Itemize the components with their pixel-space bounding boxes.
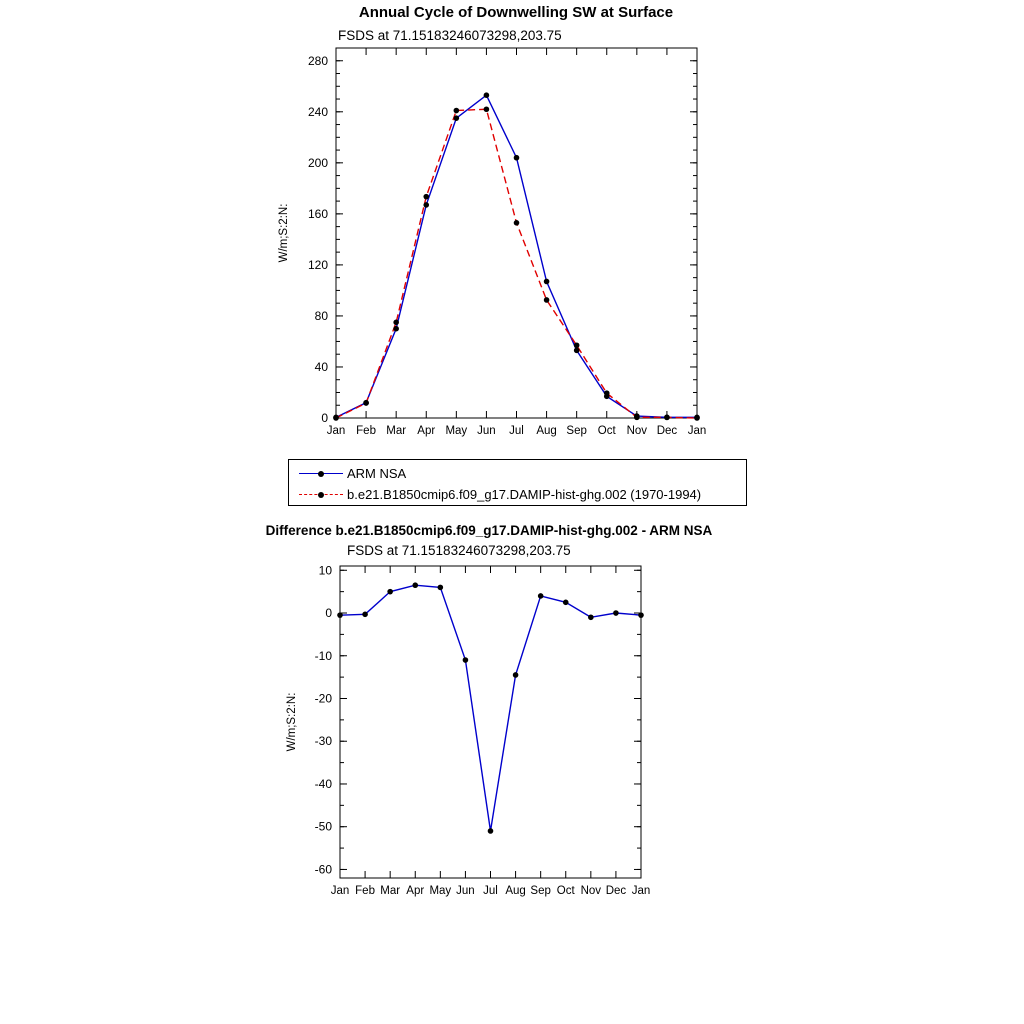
y-tick-label: 80 — [314, 308, 328, 323]
x-tick-label: Apr — [417, 425, 436, 437]
x-tick-label: Sep — [530, 885, 551, 897]
legend-label-model: b.e21.B1850cmip6.f09_g17.DAMIP-hist-ghg.002 (1970-1994) — [347, 487, 702, 502]
x-tick-label: Jun — [456, 885, 475, 897]
data-point — [488, 828, 494, 834]
y-tick-label: -20 — [314, 691, 332, 706]
data-point — [544, 279, 550, 285]
x-tick-label: Jan — [330, 885, 350, 897]
chart2-subtitle: FSDS at 71.15183246073298,203.75 — [347, 543, 571, 558]
data-point — [638, 612, 644, 618]
y-tick-label: -40 — [314, 776, 332, 791]
y-tick-label: -50 — [314, 819, 332, 834]
legend — [288, 459, 747, 506]
y-tick-label: 240 — [307, 104, 328, 119]
y-tick-label: 120 — [307, 257, 328, 272]
x-tick-label: Sep — [566, 425, 587, 437]
data-point — [423, 194, 429, 200]
legend-marker-dot — [318, 492, 324, 498]
series-line-solid — [340, 585, 641, 831]
series-line-solid — [336, 95, 697, 417]
x-tick-label: Nov — [580, 885, 602, 897]
data-point — [563, 600, 569, 606]
legend-label-arm-nsa: ARM NSA — [347, 466, 407, 481]
data-point — [484, 92, 490, 98]
data-point — [514, 155, 520, 161]
x-tick-label: Jul — [509, 425, 524, 437]
x-tick-label: Feb — [355, 885, 375, 897]
y-tick-label: -30 — [314, 734, 332, 749]
chart-2 — [286, 563, 650, 897]
x-tick-label: Dec — [605, 885, 627, 897]
y-tick-label: 10 — [318, 563, 332, 578]
data-point — [412, 582, 418, 588]
x-tick-label: May — [445, 425, 468, 437]
chart2-title: Difference b.e21.B1850cmip6.f09_g17.DAMIP-hist-ghg.002 - ARM NSA — [265, 523, 713, 538]
data-point — [333, 415, 339, 421]
x-tick-label: Feb — [356, 425, 376, 437]
plot-frame — [336, 48, 697, 418]
data-point — [613, 610, 619, 616]
data-point — [484, 106, 490, 112]
x-tick-label: Oct — [597, 425, 616, 437]
x-tick-label: Apr — [406, 885, 425, 897]
data-point — [634, 415, 640, 421]
data-point — [544, 297, 550, 303]
x-tick-label: May — [429, 885, 452, 897]
x-tick-label: Oct — [556, 885, 575, 897]
x-tick-label: Aug — [536, 425, 557, 437]
data-point — [604, 390, 610, 396]
y-tick-label: -10 — [314, 648, 332, 663]
y-tick-label: -60 — [314, 862, 332, 877]
x-tick-label: Jan — [631, 885, 651, 897]
chart1-title: Annual Cycle of Downwelling SW at Surface — [358, 4, 674, 21]
legend-row-model — [299, 484, 746, 505]
x-tick-label: Mar — [386, 425, 407, 437]
data-point — [438, 585, 444, 591]
y-tick-label: 160 — [307, 206, 328, 221]
y-tick-label: 0 — [321, 411, 328, 425]
x-tick-label: Jan — [687, 425, 707, 437]
x-tick-label: Dec — [656, 425, 678, 437]
y-tick-label: 0 — [325, 606, 332, 621]
x-tick-label: Mar — [380, 885, 401, 897]
data-point — [588, 614, 594, 620]
data-point — [337, 612, 343, 618]
x-tick-label: Jul — [483, 885, 498, 897]
data-point — [664, 415, 670, 421]
data-point — [393, 326, 399, 332]
data-point — [454, 108, 460, 114]
data-point — [393, 320, 399, 326]
data-point — [514, 220, 520, 226]
y-axis-title: W/m;S:2:N: — [278, 203, 290, 263]
x-tick-label: Aug — [505, 885, 526, 897]
data-point — [538, 593, 544, 599]
legend-marker-dot — [318, 471, 324, 477]
data-point — [454, 115, 460, 121]
data-point — [363, 400, 369, 406]
data-point — [362, 611, 368, 617]
data-point — [463, 657, 469, 663]
data-point — [574, 348, 580, 354]
legend-line-model — [299, 494, 343, 495]
y-tick-label: 40 — [314, 359, 328, 374]
data-point — [387, 589, 393, 595]
chart-1 — [278, 48, 706, 437]
x-tick-label: Jun — [477, 425, 496, 437]
x-tick-label: Jan — [326, 425, 346, 437]
data-point — [423, 202, 429, 208]
data-point — [694, 415, 700, 421]
data-point — [574, 342, 580, 348]
y-tick-label: 200 — [307, 155, 328, 170]
chart1-subtitle: FSDS at 71.15183246073298,203.75 — [338, 28, 562, 43]
legend-line-arm-nsa — [299, 473, 343, 474]
y-tick-label: 280 — [307, 53, 328, 68]
legend-row-arm-nsa — [299, 463, 746, 484]
x-tick-label: Nov — [626, 425, 648, 437]
data-point — [513, 672, 519, 678]
y-axis-title: W/m;S:2:N: — [286, 692, 298, 752]
